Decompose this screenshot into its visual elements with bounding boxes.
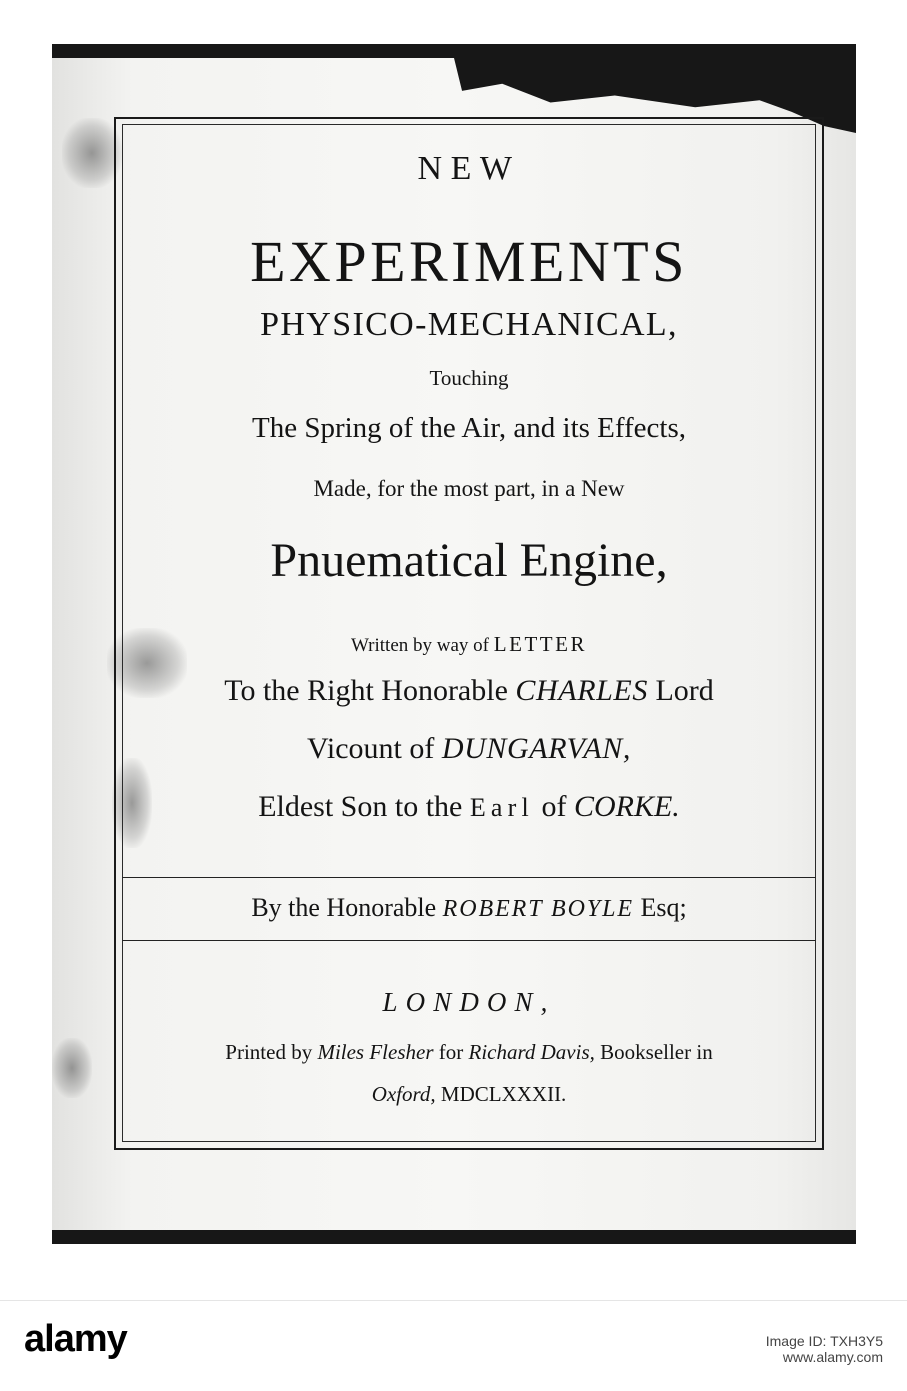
imprint-year: MDCLXXXII. — [440, 1082, 567, 1106]
title-line-touching: Touching — [429, 366, 509, 390]
title-line-made: Made, for the most part, in a New — [313, 476, 625, 501]
dedication-line-eldest-son — [122, 790, 816, 824]
image-id-text: Image ID: TXH3Y5 — [765, 1333, 883, 1349]
title-line-new: NEW — [417, 150, 521, 187]
author-line — [122, 893, 816, 923]
author-prefix: By the Honorable — [251, 893, 437, 922]
printed-prefix: Printed by — [225, 1040, 313, 1064]
eldest-title: Earl — [469, 793, 534, 822]
title-line-experiments: EXPERIMENTS — [250, 229, 688, 294]
printed-for: for — [438, 1040, 464, 1064]
alamy-logo: alamy — [24, 1318, 127, 1360]
title-line-pneumatical-engine: Pnuematical Engine, — [270, 534, 668, 587]
eldest-place: CORKE. — [573, 790, 680, 823]
divider-rule-top — [122, 877, 816, 878]
imprint-place: Oxford, — [371, 1082, 436, 1106]
paper-stain — [62, 118, 122, 188]
imprint-printer-line — [122, 1040, 816, 1065]
dedication-name: CHARLES — [515, 674, 648, 707]
dedication-to: To the Right Honorable — [224, 674, 508, 707]
printed-suffix: Bookseller in — [600, 1040, 713, 1064]
title-line-physico-mechanical: PHYSICO-MECHANICAL, — [260, 306, 678, 343]
stock-site-url: www.alamy.com — [782, 1349, 883, 1365]
author-name: ROBERT BOYLE — [442, 896, 634, 922]
title-line-spring-of-air: The Spring of the Air, and its Effects, — [251, 412, 687, 444]
vicount-prefix: Vicount of — [307, 732, 435, 765]
printer-name: Miles Flesher — [317, 1040, 434, 1064]
stock-image-id — [766, 1333, 883, 1365]
author-suffix: Esq; — [640, 893, 687, 922]
dedication-lord: Lord — [655, 674, 714, 707]
imprint-city: LONDON, — [382, 987, 556, 1017]
eldest-of: of — [541, 790, 567, 823]
publisher-name: Richard Davis, — [468, 1040, 595, 1064]
eldest-prefix: Eldest Son to the — [258, 790, 463, 823]
paper-stain — [52, 1038, 92, 1098]
letter-word: LETTER — [493, 632, 588, 656]
dedication-line-letter — [122, 632, 816, 657]
letter-prefix: Written by way of — [350, 635, 489, 656]
dedication-line-vicount — [122, 732, 816, 766]
dedication-line-charles — [122, 674, 816, 708]
vicount-place: DUNGARVAN, — [441, 732, 631, 765]
imprint-place-year-line — [122, 1082, 816, 1107]
divider-rule-bottom — [122, 940, 816, 941]
